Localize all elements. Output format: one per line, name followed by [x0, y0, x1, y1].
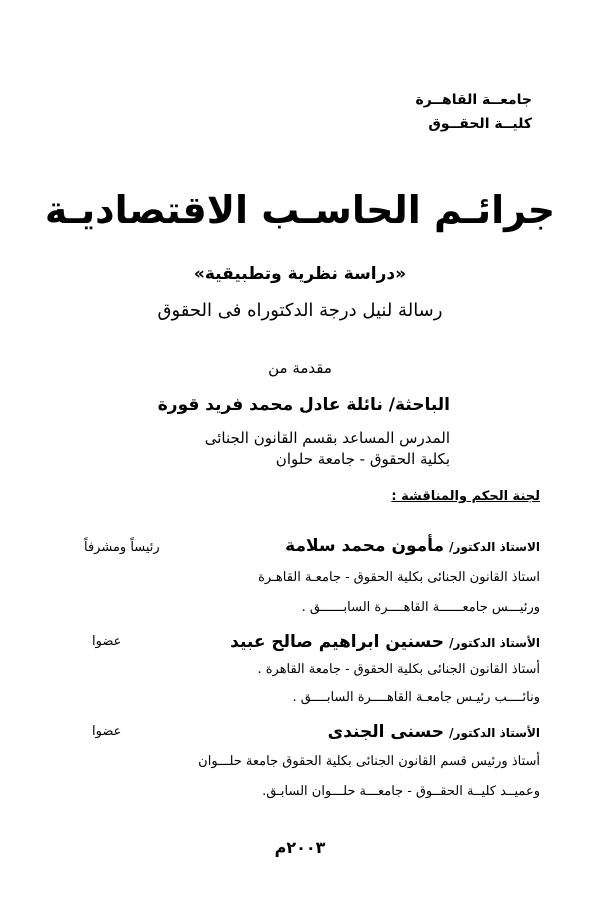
member-2-line-2: ونائــــب رئيـس جامعـة القاهــــرة السابــــق . — [292, 690, 540, 705]
presented-by: مقدمة من — [268, 359, 332, 377]
thesis-title: جرائـم الحاسـب الاقتصاديـة — [44, 188, 556, 232]
researcher-position: المدرس المساعد بقسم القانون الجنائى — [204, 429, 450, 447]
member-1-line-2: ورئيـــس جامعــــــة القاهــــرة السابــــــق . — [301, 600, 540, 615]
member-2-prefix: الأستاذ الدكتور/ — [449, 636, 540, 650]
faculty-name: كليــة الحقــوق — [428, 116, 532, 132]
committee-member-1-name-line — [285, 536, 540, 556]
thesis-subtitle: «دراسة نظرية وتطبيقية» — [193, 264, 407, 284]
researcher-name: الباحثة/ نائلة عادل محمد فريد قورة — [157, 395, 450, 415]
member-1-role: رئيساً ومشرفاً — [84, 540, 160, 555]
researcher-affiliation: بكلية الحقوق - جامعة حلوان — [275, 450, 450, 468]
committee-member-2-name-line — [230, 632, 540, 652]
member-3-line-2: وعميــد كليــة الحقــوق - جامعـــة حلـــوان السابـق. — [262, 784, 540, 799]
university-name: جامعــة القاهــرة — [415, 92, 532, 108]
committee-member-3-name-line — [328, 722, 540, 742]
member-2-role: عضوا — [92, 634, 122, 649]
member-3-role: عضوا — [92, 724, 122, 739]
thesis-year: ٢٠٠٣م — [274, 838, 326, 857]
member-3-name: حسنى الجندى — [327, 722, 445, 742]
member-2-name: حسنين ابراهيم صالح عبيد — [230, 632, 445, 652]
thesis-purpose: رسالة لنيل درجة الدكتوراه فى الحقوق — [157, 300, 443, 321]
member-1-line-1: استاذ القانون الجنائى بكلية الحقوق - جامعـة القاهـرة — [258, 570, 540, 585]
member-1-prefix: الاستاذ الدكتور/ — [449, 540, 540, 554]
committee-heading: لجنة الحكم والمناقشة : — [391, 489, 540, 504]
member-3-line-1: أستاذ ورئيس قسم القانون الجنائى بكلية الحقوق جامعة حلـــوان — [198, 754, 540, 769]
member-1-name: مأمون محمد سلامة — [285, 536, 445, 556]
member-2-line-1: أستاذ القانون الجنائى بكلية الحقوق - جامعة القاهرة . — [257, 662, 540, 677]
member-3-prefix: الأستاذ الدكتور/ — [449, 726, 540, 740]
